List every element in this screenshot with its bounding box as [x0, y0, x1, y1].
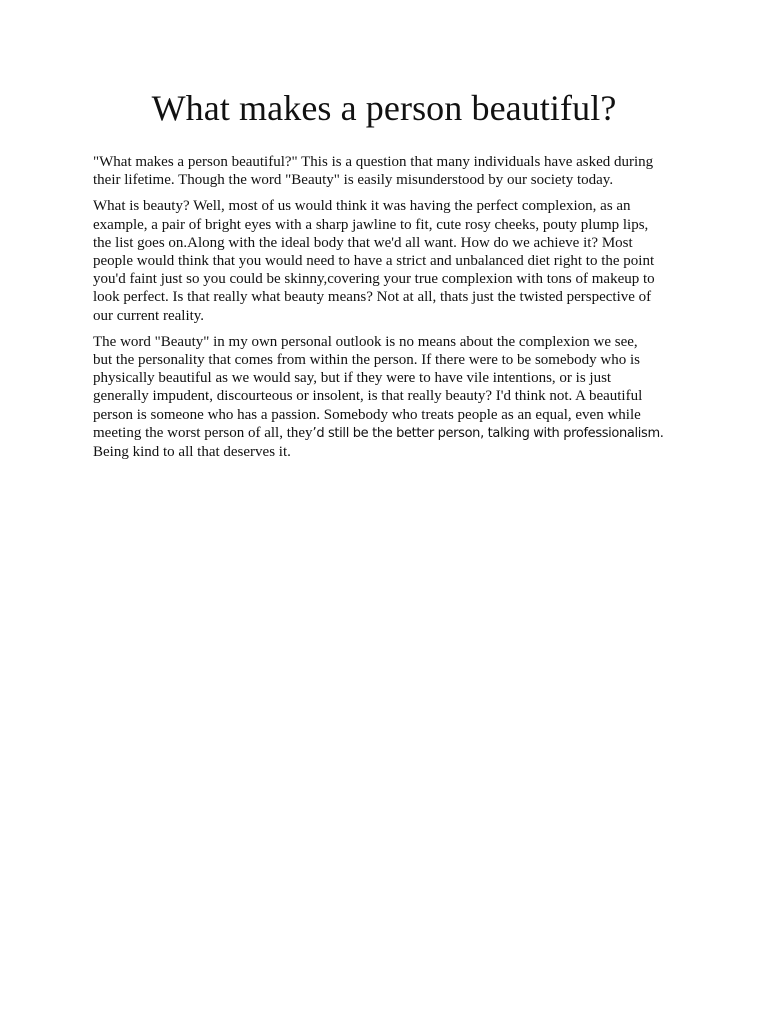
text-segment-alt-font: ’d still be the better person, talking with professionalism. — [312, 425, 664, 441]
text-line: What is beauty? Well, most of us would think it was having the perfect complexion, as an — [93, 198, 631, 215]
text-line: generally impudent, discourteous or insolent, is that really beauty? I'd think not. A beautiful — [93, 388, 643, 405]
document-body — [93, 153, 683, 469]
paragraph-2 — [93, 197, 683, 324]
text-line: person is someone who has a passion. Somebody who treats people as an equal, even while — [93, 406, 641, 423]
text-line: Being kind to all that deserves it. — [93, 444, 291, 461]
text-line: our current reality. — [93, 307, 205, 324]
text-line: you'd faint just so you could be skinny,covering your true complexion with tons of makeup to — [93, 271, 655, 288]
paragraph-3 — [93, 333, 683, 461]
paragraph-1 — [93, 153, 683, 189]
text-line: their lifetime. Though the word "Beauty" is easily misunderstood by our society today. — [93, 172, 614, 189]
text-line: example, a pair of bright eyes with a sharp jawline to fit, cute rosy cheeks, pouty plump lips, — [93, 216, 649, 233]
text-line: the list goes on.Along with the ideal body that we'd all want. How do we achieve it? Most — [93, 234, 633, 251]
text-line: physically beautiful as we would say, but if they were to have vile intentions, or is just — [93, 370, 612, 387]
text-line: but the personality that comes from within the person. If there were to be somebody who is — [93, 352, 640, 369]
text-line: look perfect. Is that really what beauty means? Not at all, thats just the twisted perspective of — [93, 289, 652, 306]
text-line: The word "Beauty" in my own personal outlook is no means about the complexion we see, — [93, 333, 638, 350]
text-line: people would think that you would need to have a strict and unbalanced diet right to the point — [93, 253, 655, 270]
text-segment: meeting the worst person of all, they — [93, 424, 313, 441]
document-title: What makes a person beautiful? — [151, 88, 617, 128]
text-line: "What makes a person beautiful?" This is a question that many individuals have asked during — [93, 154, 654, 170]
text-line-mixed-font — [93, 424, 683, 443]
